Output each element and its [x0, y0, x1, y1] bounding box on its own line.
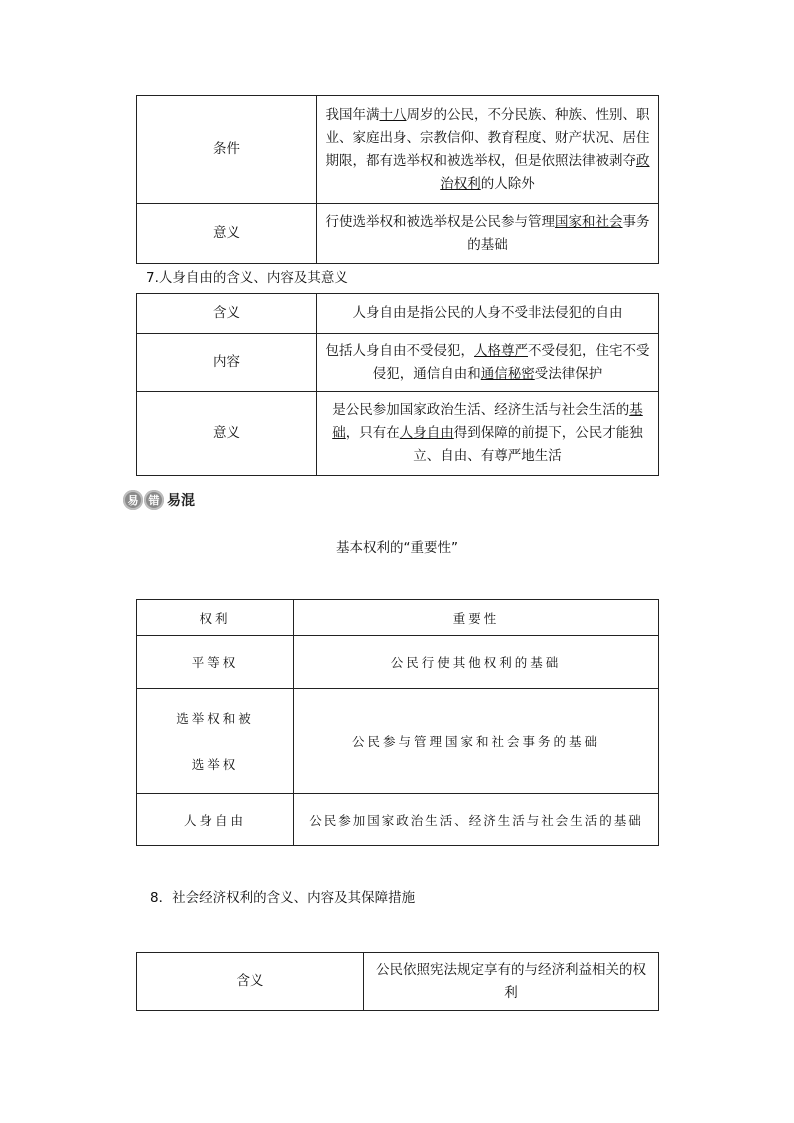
table-header-row	[137, 600, 659, 636]
table-row	[137, 794, 659, 846]
section8-title: 8．社会经济权利的含义、内容及其保障措施	[150, 890, 416, 906]
row-key: 条件	[137, 96, 317, 204]
row-key: 含义	[137, 294, 317, 334]
section7-title: 7.人身自由的含义、内容及其意义	[146, 270, 348, 286]
rights-table-title: 基本权利的“重要性”	[336, 540, 458, 556]
badge-circle-1: 易	[123, 490, 143, 510]
table-row	[137, 294, 659, 334]
right-importance: 公民行使其他权利的基础	[294, 636, 659, 689]
row-key: 内容	[137, 334, 317, 392]
right-importance: 公民参加国家政治生活、经济生活与社会生活的基础	[294, 794, 659, 846]
easy-confuse-badge	[123, 490, 195, 510]
row-value: 行使选举权和被选举权是公民参与管理国家和社会事务的基础	[317, 204, 659, 264]
personal-freedom-table	[136, 293, 659, 476]
table-row	[137, 204, 659, 264]
right-importance: 公民参与管理国家和社会事务的基础	[294, 689, 659, 794]
table-row	[137, 636, 659, 689]
row-value: 人身自由是指公民的人身不受非法侵犯的自由	[317, 294, 659, 334]
row-value: 我国年满十八周岁的公民，不分民族、种族、性别、职业、家庭出身、宗教信仰、教育程度、财产状况、居住期限，都有选举权和被选举权，但是依照法律被剥夺政治权利的人除外	[317, 96, 659, 204]
column-header: 权利	[137, 600, 294, 636]
row-key: 意义	[137, 392, 317, 476]
row-key: 意义	[137, 204, 317, 264]
badge-circle-2: 错	[144, 490, 164, 510]
row-value: 公民依照宪法规定享有的与经济利益相关的权利	[364, 953, 659, 1011]
table-row	[137, 96, 659, 204]
row-value: 是公民参加国家政治生活、经济生活与社会生活的基础，只有在人身自由得到保障的前提下，公民才能独立、自由、有尊严地生活	[317, 392, 659, 476]
table-row	[137, 334, 659, 392]
right-name: 人身自由	[137, 794, 294, 846]
election-rights-table	[136, 95, 659, 264]
column-header: 重要性	[294, 600, 659, 636]
table-row	[137, 689, 659, 794]
table-row	[137, 953, 659, 1011]
rights-importance-table	[136, 599, 659, 846]
economic-rights-table	[136, 952, 659, 1011]
row-value: 包括人身自由不受侵犯，人格尊严不受侵犯，住宅不受侵犯，通信自由和通信秘密受法律保护	[317, 334, 659, 392]
row-key: 含义	[137, 953, 364, 1011]
table-row	[137, 392, 659, 476]
right-name: 平等权	[137, 636, 294, 689]
badge-text: 易混	[167, 493, 195, 509]
right-name: 选举权和被 选举权	[137, 689, 294, 794]
